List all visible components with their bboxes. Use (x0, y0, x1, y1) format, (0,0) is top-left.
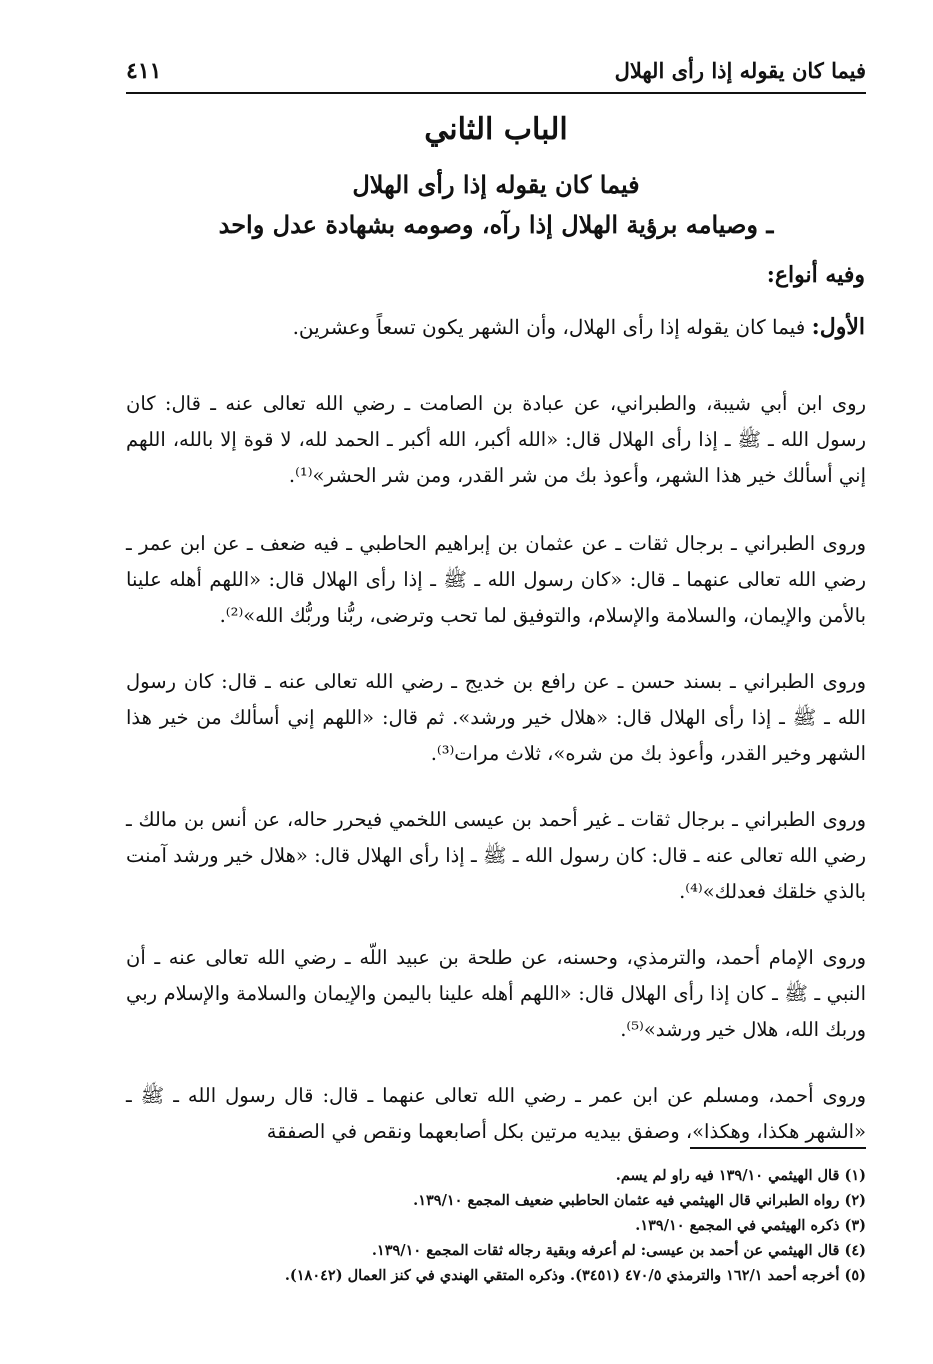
chapter-title: الباب الثاني (424, 112, 568, 147)
first-type-label: الأول: (811, 314, 865, 340)
hadith-paragraph: وروى الطبراني ـ بسند حسن ـ عن رافع بن خديج ـ رضي الله تعالى عنه ـ قال: كان رسول الله ـ ﷺ ـ إذا رأى الهلال قال: «هلال خير ورشد». ثم قال: «اللهم إني أسألك من خير هذا الشهر وخير القدر، وأعوذ بك من شره»، ثلاث مرات⁽³⁾. (126, 669, 866, 765)
first-type-line (125, 314, 865, 340)
footnote-1: (١) قال الهيثمي ١٣٩/١٠ فيه راو لم يسم. (615, 1167, 866, 1184)
chapter-subtitle-line2: ـ وصيامه برؤية الهلال إذا رآه، وصومه بشهادة عدل واحد (218, 210, 774, 239)
first-type-text: فيما كان يقوله إذا رأى الهلال، وأن الشهر يكون تسعاً وعشرين. (292, 315, 812, 339)
hadith-paragraph: وروى الإمام أحمد، والترمذي، وحسنه، عن طلحة بن عبيد اللّه ـ رضي الله تعالى عنه ـ أن النبي ـ ﷺ ـ كان إذا رأى الهلال قال: «اللهم أهله علينا باليمن والإيمان والسلامة والإسلام ربي وربك الله، هلال خير ورشد»⁽⁵⁾. (126, 945, 866, 1041)
section-intro: وفيه أنواع: (766, 262, 865, 288)
footnote-4: (٤) قال الهيثمي عن أحمد بن عيسى: لم أعرفه وبقية رجاله ثقات المجمع ١٣٩/١٠. (371, 1242, 866, 1259)
hadith-paragraph: روى ابن أبي شيبة، والطبراني، عن عبادة بن الصامت ـ رضي الله تعالى عنه ـ قال: كان رسول الله ـ ﷺ ـ إذا رأى الهلال قال: «الله أكبر، الله أكبر ـ الحمد لله، لا قوة إلا بالله، اللهم إني أسألك خير هذا الشهر، وأعوذ بك من شر القدر، ومن شر الحشر»⁽¹⁾. (126, 391, 866, 487)
footnote-3: (٣) ذكره الهيثمي في المجمع ١٣٩/١٠. (635, 1217, 866, 1234)
running-title: فيما كان يقوله إذا رأى الهلال (614, 58, 866, 83)
hadith-paragraph: وروى الطبراني ـ برجال ثقات ـ غير أحمد بن عيسى اللخمي فيحرر حاله، عن أنس بن مالك ـ رضي الله تعالى عنه ـ قال: كان رسول الله ـ ﷺ ـ إذا رأى الهلال قال: «هلال خير ورشد آمنت بالذي خلقك فعدلك»⁽⁴⁾. (126, 807, 866, 903)
chapter-subtitle-line1: فيما كان يقوله إذا رأى الهلال (352, 170, 640, 199)
footnotes (126, 1163, 866, 1288)
footnote-2: (٢) رواه الطبراني قال الهيثمي فيه عثمان الحاطبي ضعيف المجمع ١٣٩/١٠. (413, 1192, 866, 1209)
page-number: ٤١١ (126, 58, 162, 84)
running-header (126, 58, 866, 88)
hadith-paragraph: وروى الطبراني ـ برجال ثقات ـ عن عثمان بن إبراهيم الحاطبي ـ فيه ضعف ـ عن ابن عمر ـ رضي الله تعالى عنهما ـ قال: «كان رسول الله ـ ﷺ ـ إذا رأى الهلال قال: «اللهم أهله علينا بالأمن والإيمان، والسلامة والإسلام، والتوفيق لما تحب وترضى، ربُّنا وربُّك الله»⁽²⁾. (126, 531, 866, 627)
footnote-5: (٥) أخرجه أحمد ١٦٢/١ والترمذي ٤٧٠/٥ (٣٤٥١). وذكره المتقي الهندي في كنز العمال (١٨٠٤٢). (284, 1267, 866, 1284)
footnote-rule (690, 1147, 866, 1149)
hadith-paragraph: وروى أحمد، ومسلم عن ابن عمر ـ رضي الله تعالى عنهما ـ قال: قال رسول الله ـ ﷺ ـ «الشهر هكذا، وهكذا»، وصفق بيديه مرتين بكل أصابعهما ونقص في الصفقة (126, 1083, 866, 1143)
header-rule (126, 92, 866, 94)
